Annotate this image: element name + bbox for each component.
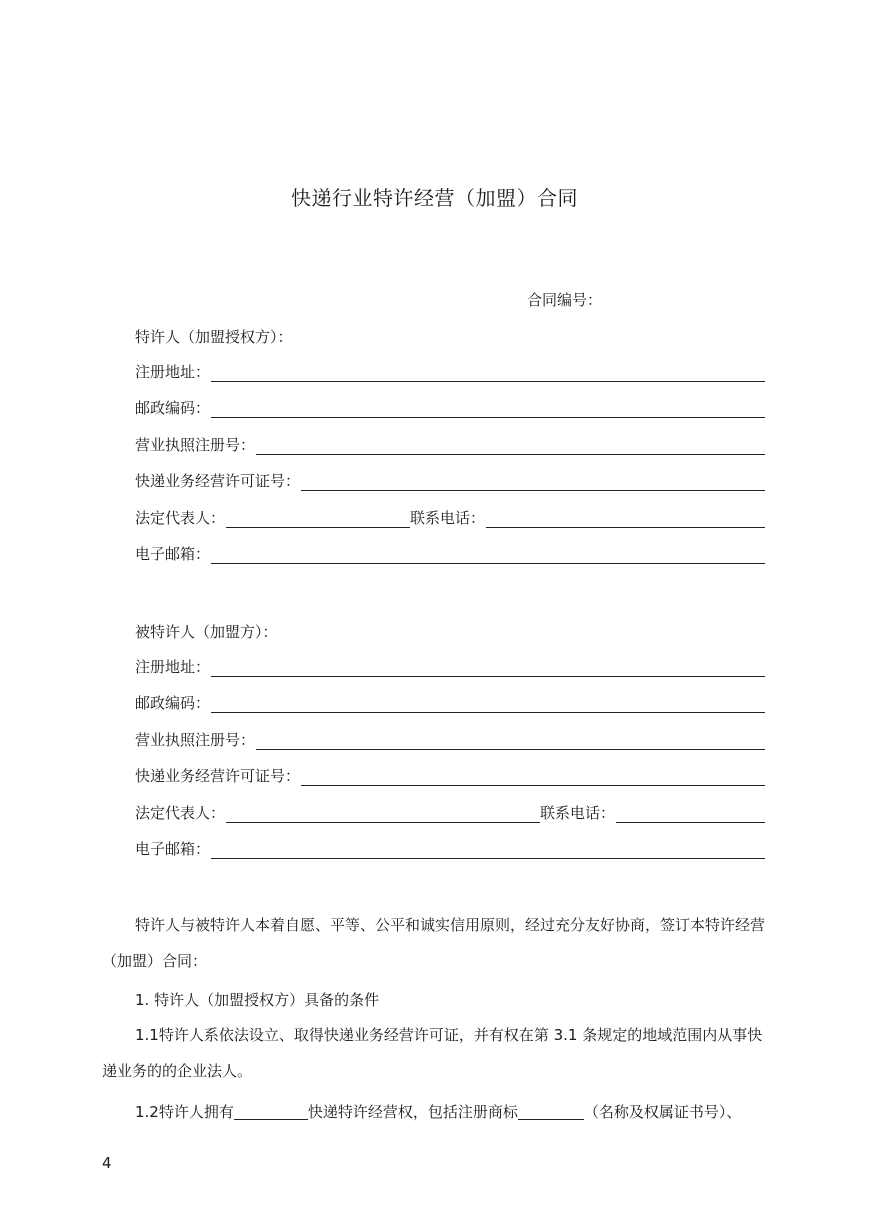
fill-line[interactable] (301, 767, 765, 786)
franchisee-address-field[interactable] (135, 655, 765, 677)
field-label: 电子邮箱： (135, 840, 211, 858)
clause-1-2-text-c: （名称及权属证书号）、 (583, 1103, 742, 1121)
fill-line[interactable] (256, 436, 765, 455)
clause-1-2 (135, 1101, 741, 1122)
fill-line[interactable] (256, 731, 765, 750)
field-label: 联系电话： (410, 509, 486, 527)
field-label: 注册地址： (135, 658, 211, 676)
intro-text: 特许人与被特许人本着自愿、平等、公平和诚实信用原则，经过充分友好协商，签订本特许经营（加盟）合同： (102, 916, 766, 970)
fill-line[interactable] (211, 694, 765, 713)
fill-line[interactable] (211, 658, 765, 677)
franchise-name-blank[interactable] (234, 1103, 308, 1120)
field-label: 快递业务经营许可证号： (135, 472, 301, 490)
section-1-heading: 1. 特许人（加盟授权方）具备的条件 (135, 991, 380, 1009)
legal-rep-fill-line[interactable] (226, 804, 540, 823)
clause-1-2-text-a: 1.2特许人拥有 (135, 1103, 234, 1121)
franchisor-license-field[interactable] (135, 433, 765, 455)
phone-fill-line[interactable] (486, 509, 765, 528)
franchisee-legal-rep-phone-field[interactable] (135, 801, 765, 823)
franchisor-express-permit-field[interactable] (135, 469, 765, 491)
franchisor-postcode-field[interactable] (135, 396, 765, 418)
phone-fill-line[interactable] (616, 804, 765, 823)
field-label: 法定代表人： (135, 804, 226, 822)
field-label: 联系电话： (540, 804, 616, 822)
clause-1-1 (102, 1017, 767, 1089)
fill-line[interactable] (211, 545, 765, 564)
field-label: 营业执照注册号： (135, 436, 256, 454)
franchisee-express-permit-field[interactable] (135, 764, 765, 786)
field-label: 邮政编码： (135, 399, 211, 417)
legal-rep-fill-line[interactable] (226, 509, 410, 528)
intro-paragraph (102, 907, 767, 979)
franchisor-heading: 特许人（加盟授权方）： (135, 328, 293, 346)
fill-line[interactable] (211, 399, 765, 418)
field-label: 快递业务经营许可证号： (135, 767, 301, 785)
franchisee-license-field[interactable] (135, 728, 765, 750)
field-label: 邮政编码： (135, 694, 211, 712)
contract-number-label: 合同编号： (527, 291, 603, 309)
field-label: 电子邮箱： (135, 545, 211, 563)
document-title: 快递行业特许经营（加盟）合同 (291, 186, 578, 210)
franchisor-address-field[interactable] (135, 360, 765, 382)
field-label: 法定代表人： (135, 509, 226, 527)
page-number: 4 (102, 1154, 112, 1172)
franchisee-email-field[interactable] (135, 837, 765, 859)
franchisee-heading: 被特许人（加盟方）： (135, 623, 278, 641)
franchisor-legal-rep-phone-field[interactable] (135, 506, 765, 528)
clause-1-2-text-b: 快递特许经营权，包括注册商标 (307, 1103, 518, 1121)
franchisee-postcode-field[interactable] (135, 691, 765, 713)
franchisor-email-field[interactable] (135, 542, 765, 564)
fill-line[interactable] (211, 363, 765, 382)
clause-1-1-text: 1.1特许人系依法设立、取得快递业务经营许可证，并有权在第 3.1 条规定的地域范围内从事快递业务的的企业法人。 (102, 1026, 763, 1080)
trademark-blank[interactable] (518, 1103, 584, 1120)
fill-line[interactable] (211, 840, 765, 859)
fill-line[interactable] (301, 472, 765, 491)
field-label: 营业执照注册号： (135, 731, 256, 749)
field-label: 注册地址： (135, 363, 211, 381)
